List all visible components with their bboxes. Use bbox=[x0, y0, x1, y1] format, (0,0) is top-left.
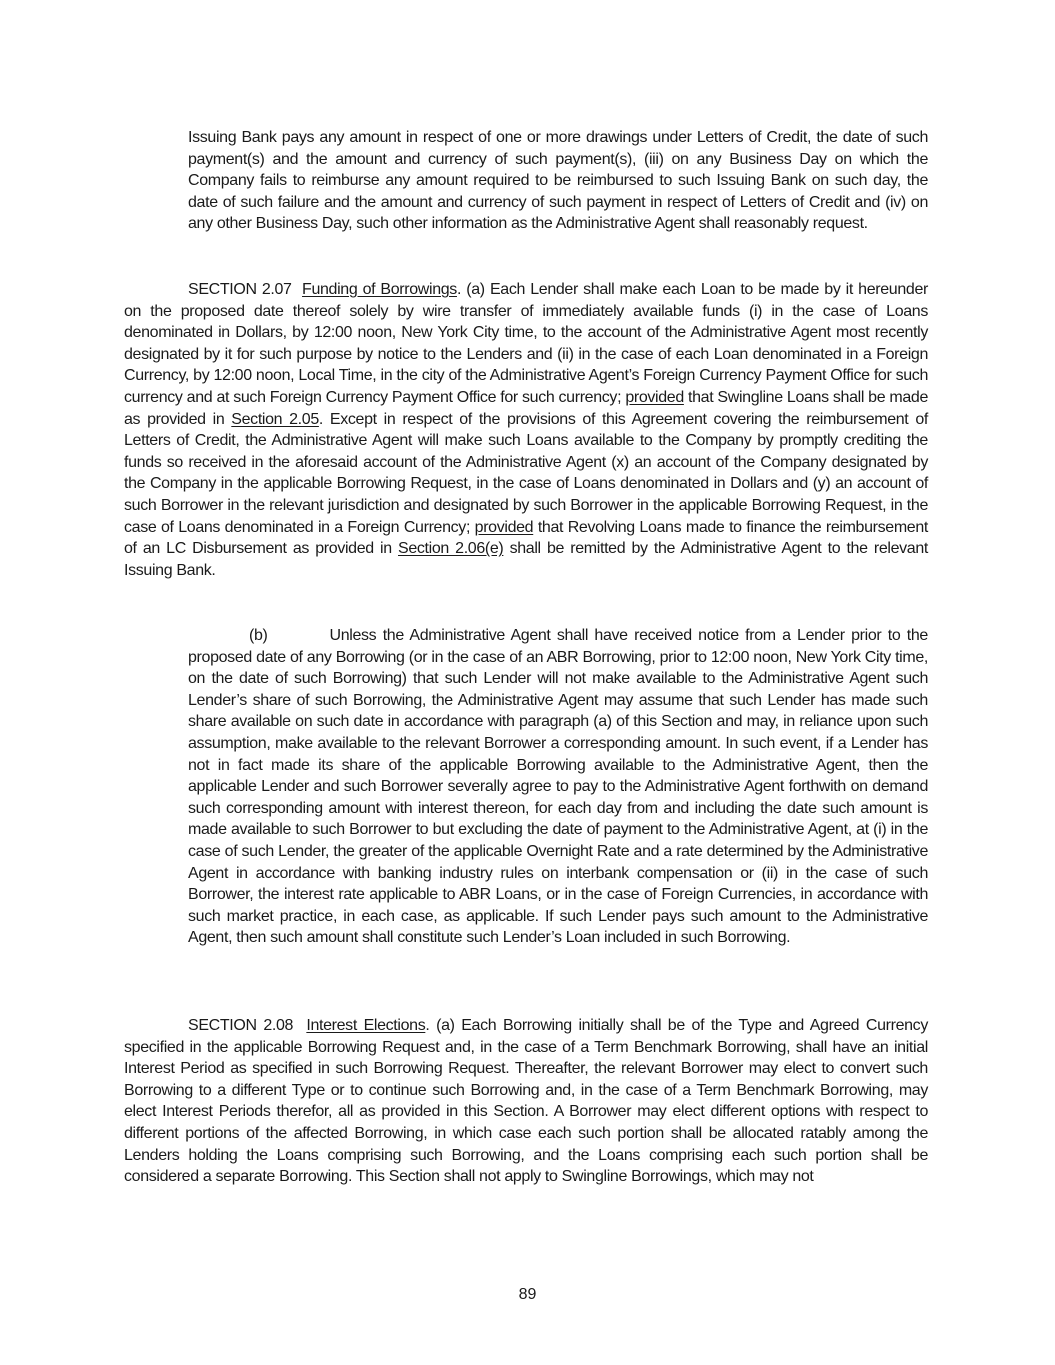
continuation-text: Issuing Bank pays any amount in respect of one or more drawings under Letters of Credit, the date of such payment(s) and the amount and currency of such payment(s), (iii) on any Business Day on which the Company fails to reimburse any amount required to be reimbursed to such Issuing Bank on such day, the date of such failure and the amount and currency of such payment in respect of Letters of Credit and (iv) on any other Business Day, such other information as the Administrative Agent shall reasonably request. bbox=[188, 129, 928, 233]
paragraph-b-text: Unless the Administrative Agent shall have received notice from a Lender prior to the proposed date of any Borrowing (or in the case of an ABR Borrowing, prior to 12:00 noon, New York City time, on the date of such Borrowing) that such Lender will not make available to the Administrative Agent such Lender’s share of such Borrowing, the Administrative Agent may assume that such Lender has made such share available on such date in accordance with paragraph (a) of this Section and may, in reliance upon such assumption, make available to the relevant Borrower a corresponding amount. In such event, if a Lender has not in fact made its share of the applicable Borrowing available to the Administrative Agent, then the applicable Lender and such Borrower severally agree to pay to the Administrative Agent forthwith on demand such corresponding amount with interest thereon, for each day from and including the date such amount is made available to such Borrower to but excluding the date of payment to the Administrative Agent, at (i) in the case of such Lender, the greater of the applicable Overnight Rate and a rate determined by the Administrative Agent in accordance with banking industry rules on interbank compensation or (ii) in the case of such Borrower, the interest rate applicable to ABR Loans, or in the case of Foreign Currencies, in accordance with such market practice, in each case, as applicable. If such Lender pays such amount to the Administrative Agent, then such amount shall constitute such Lender’s Loan included in such Borrowing. bbox=[188, 627, 928, 947]
section-2-07-text-5: shall be remitted by the Administrative Agent to the relevant Issuing Bank. bbox=[124, 540, 928, 579]
section-2-07-text-1: . (a) Each Lender shall make each Loan to be made by it hereunder on the proposed date thereof solely by wire transfer of immediately available funds (i) in the case of Loans denominated in Dollars, by 12:00 noon, New York City time, to the account of the Administrative Agent most recently designated by it for such purpose by notice to the Lenders and (ii) in the case of each Loan denominated in a Foreign Currency, by 12:00 noon, Local Time, in the city of the Administrative Agent’s Foreign Currency Payment Office for such currency and at such Foreign Currency Payment Office for such currency; bbox=[124, 281, 928, 406]
section-2-07-text-4: that Revolving Loans made to finance the reimbursement of an LC Disbursement as provided in bbox=[124, 518, 928, 558]
section-2-07-heading: Funding of Borrowings bbox=[302, 281, 457, 298]
paragraph-b-label: (b) bbox=[249, 627, 268, 644]
continuation-paragraph bbox=[188, 127, 928, 235]
section-2-08-text: . (a) Each Borrowing initially shall be of the Type and Agreed Currency specified in the applicable Borrowing Request and, in the case of a Term Benchmark Borrowing, shall have an initial Interest Period as specified in such Borrowing Request. Thereafter, the relevant Borrower may elect to convert such Borrowing to a different Type or to continue such Borrowing and, in the case of a Term Benchmark Borrowing, may elect Interest Periods therefor, all as provided in this Section. A Borrower may elect different options with respect to different portions of the affected Borrowing, in which case each such portion shall be allocated ratably among the Lenders holding the Loans comprising such Borrowing, and the Loans comprising each such portion shall be considered a separate Borrowing. This Section shall not apply to Swingline Borrowings, which may not bbox=[124, 1017, 928, 1186]
section-2-07-number: SECTION 2.07 bbox=[188, 281, 292, 298]
section-2-08-paragraph bbox=[124, 1015, 928, 1188]
section-2-08-number: SECTION 2.08 bbox=[188, 1017, 294, 1034]
section-2-07-text-3: . Except in respect of the provisions of this Agreement covering the reimbursement of Letters of Credit, the Administrative Agent will make such Loans available to the Company by promptly crediting the funds so received in the aforesaid account of the Administrative Agent (x) an account of the Company designated by the Company in the applicable Borrowing Request, in the case of Loans denominated in Dollars and (y) an account of such Borrower in the relevant jurisdiction and designated by such Borrower in the applicable Borrowing Request, in the case of Loans denominated in a Foreign Currency; bbox=[124, 410, 928, 536]
section-2-07-paragraph-b bbox=[188, 625, 928, 949]
section-2-05-reference: Section 2.05 bbox=[231, 410, 319, 428]
section-2-08-heading: Interest Elections bbox=[306, 1017, 426, 1034]
provided-term-1: provided bbox=[625, 388, 684, 406]
section-2-07-text-2: that Swingline Loans shall be made as provided in bbox=[124, 388, 928, 428]
section-2-06e-reference: Section 2.06(e) bbox=[398, 540, 504, 558]
section-2-07-paragraph-a bbox=[124, 279, 928, 581]
provided-term-2: provided bbox=[474, 518, 534, 536]
page-number: 89 bbox=[518, 1286, 537, 1303]
